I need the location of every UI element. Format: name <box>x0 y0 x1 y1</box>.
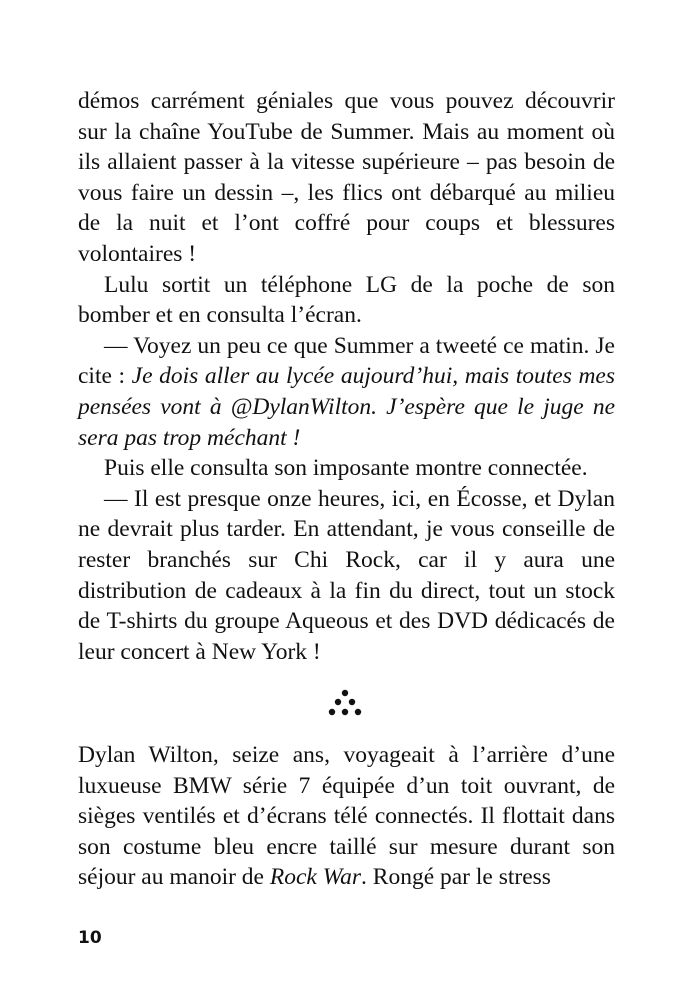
bottom-text-block <box>78 740 615 893</box>
section-break-dots-icon <box>328 688 362 718</box>
paragraph-1: démos carrément géniales que vous pouvez découvrir sur la chaîne YouTube de Summer. Mais au moment où ils allaient passer à la vitesse supérieure – pas besoin de vous faire un dessin –, les flics ont débarqué au milieu de la nuit et l’ont coffré pour coups et blessures volontaires ! <box>78 88 615 267</box>
page-number: 10 <box>78 928 102 948</box>
paragraph-6 <box>78 740 615 893</box>
paragraph-6-start: Dylan Wilton, seize ans, voyageait à l’arrière d’une luxueuse BMW série 7 équipée d’un toit ouvrant, de sièges ventilés et d’écrans télé connectés. Il flottait dans son costume bleu encre taillé sur mesure durant son séjour au manoir de <box>78 742 615 891</box>
paragraph-6-end: . Rongé par le stress <box>361 864 551 891</box>
top-text-block <box>78 86 615 667</box>
paragraph-2: Lulu sortit un téléphone LG de la poche de son bomber et en consulta l’écran. <box>78 271 615 329</box>
tweet-quote: Je dois aller au lycée aujourd’hui, mais toutes mes pensées vont à @DylanWilton. J’espère que le juge ne sera pas trop méchant ! <box>78 363 615 451</box>
paragraph-5: — Il est presque onze heures, ici, en Écosse, et Dylan ne devrait plus tarder. En attendant, je vous conseille de rester branchés sur Chi Rock, car il y aura une distribution de cadeaux à la fin du direct, tout un stock de T-shirts du groupe Aqueous et des DVD dédicacés de leur concert à New York ! <box>78 485 615 665</box>
paragraph-3 <box>78 331 615 453</box>
paragraph-4: Puis elle consulta son imposante montre connectée. <box>104 455 588 482</box>
book-title-rock-war: Rock War <box>269 864 362 891</box>
paragraph-3-intro: — Voyez un peu ce que Summer a tweeté ce matin. Je cite : <box>78 332 615 390</box>
